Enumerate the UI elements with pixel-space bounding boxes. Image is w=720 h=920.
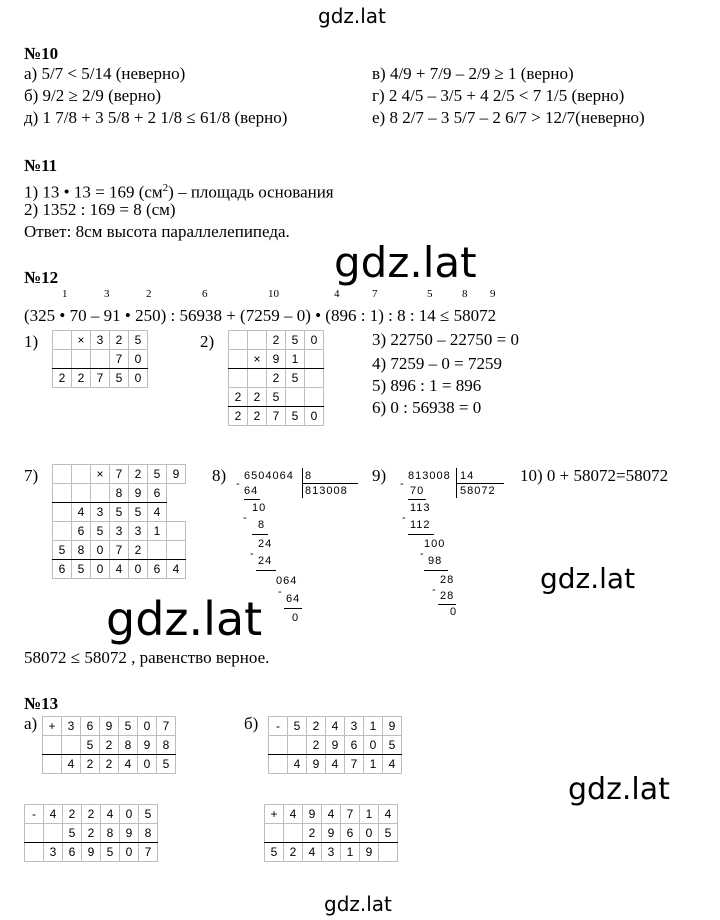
watermark: gdz.lat [106,592,263,646]
grid-cell [53,331,72,350]
step-10: 10) 0 + 58072=58072 [520,466,669,485]
grid-cell: 7 [157,717,176,736]
problem-12-title: №12 [24,268,59,287]
grid-cell: 5 [157,755,176,774]
grid-cell: 1 [148,522,167,541]
problem-12-conclusion: 58072 ≤ 58072 , равенство верное. [24,648,270,667]
grid-cell: 8 [157,736,176,755]
grid-cell: 3 [44,843,63,862]
problem-10-v: в) 4/9 + 7/9 – 2/9 ≥ 1 (верно) [372,64,574,83]
multiplication-grid-7 [52,464,186,579]
grid-cell: 7 [341,805,360,824]
grid-cell: 5 [81,736,100,755]
grid-cell: 6 [148,560,167,579]
problem-11-line2: 2) 1352 : 169 = 8 (см) [24,200,176,219]
grid-cell [265,824,284,843]
grid-cell: 1 [341,843,360,862]
grid-cell: 9 [360,843,379,862]
part-label: б) [244,714,259,733]
order-number: 1 [62,288,68,300]
grid-cell: 5 [91,522,110,541]
grid-cell: 2 [303,824,322,843]
grid-cell: 6 [148,484,167,503]
grid-cell [53,522,72,541]
grid-cell [53,503,72,522]
grid-cell [288,736,307,755]
grid-cell: 0 [138,755,157,774]
grid-cell: 5 [119,717,138,736]
grid-cell [72,350,91,369]
grid-cell: 5 [267,388,286,407]
grid-cell: 5 [286,331,305,350]
grid-row [53,350,148,369]
step-5: 5) 896 : 1 = 896 [372,376,482,395]
watermark: gdz.lat [318,4,386,28]
column-check-b [264,804,398,862]
grid-row [53,522,186,541]
grid-cell: 5 [110,503,129,522]
grid-cell: 4 [44,805,63,824]
grid-cell [379,843,398,862]
grid-row [265,805,398,824]
grid-cell: 6 [72,522,91,541]
grid-cell: 4 [303,843,322,862]
grid-cell: 7 [139,843,158,862]
grid-cell: 0 [120,805,139,824]
problem-11-title: №11 [24,156,58,175]
grid-row [229,331,324,350]
grid-cell: × [91,465,110,484]
grid-cell [167,522,186,541]
grid-row [269,736,402,755]
grid-cell [305,388,324,407]
grid-cell [43,755,62,774]
grid-cell: - [269,717,288,736]
grid-cell: 2 [129,541,148,560]
grid-cell: 2 [110,331,129,350]
problem-10-d: д) 1 7/8 + 3 5/8 + 2 1/8 ≤ 61/8 (верно) [24,108,288,127]
grid-cell: 5 [148,465,167,484]
grid-cell: 9 [307,755,326,774]
order-number: 7 [372,288,378,300]
grid-cell: 5 [265,843,284,862]
grid-cell: 7 [110,350,129,369]
grid-cell [44,824,63,843]
grid-cell: 4 [119,755,138,774]
grid-cell: 2 [100,736,119,755]
grid-cell: 5 [72,560,91,579]
grid-cell: 0 [91,541,110,560]
grid-cell [229,369,248,388]
grid-cell: 4 [72,503,91,522]
grid-cell [62,736,81,755]
grid-cell [286,388,305,407]
grid-cell: 2 [267,369,286,388]
grid-cell: 0 [120,843,139,862]
grid-cell: 9 [100,717,119,736]
grid-row [229,350,324,369]
problem-10-g: г) 2 4/5 – 3/5 + 4 2/5 < 7 1/5 (верно) [372,86,625,105]
grid-cell: 4 [383,755,402,774]
grid-cell: 2 [229,388,248,407]
order-number: 2 [146,288,152,300]
grid-cell: 7 [110,465,129,484]
grid-cell: 0 [129,350,148,369]
grid-cell: 9 [120,824,139,843]
grid-cell: 9 [167,465,186,484]
grid-row [53,465,186,484]
grid-cell: 3 [110,522,129,541]
grid-cell: 2 [82,805,101,824]
grid-cell: 0 [138,717,157,736]
step-label: 8) [212,466,227,485]
grid-row [269,755,402,774]
grid-row [53,560,186,579]
grid-cell: 2 [63,805,82,824]
grid-row [53,503,186,522]
watermark: gdz.lat [540,562,636,595]
grid-row [43,717,176,736]
grid-cell: 5 [129,503,148,522]
step-4: 4) 7259 – 0 = 7259 [372,354,502,373]
problem-11-line1: 1) 13 • 13 = 169 $(см^2)$ – площадь основания [24,182,334,202]
grid-cell: 5 [288,717,307,736]
grid-cell: 0 [364,736,383,755]
grid-cell: 0 [305,331,324,350]
grid-cell [269,755,288,774]
grid-cell [248,331,267,350]
grid-cell [72,484,91,503]
grid-cell: 9 [303,805,322,824]
problem-10-e: е) 8 2/7 – 3 5/7 – 2 6/7 > 12/7(неверно) [372,108,645,127]
step-label: 2) [200,332,215,351]
grid-cell [53,465,72,484]
grid-row [53,369,148,388]
grid-cell: 5 [383,736,402,755]
grid-cell: 3 [345,717,364,736]
grid-row [25,805,158,824]
problem-10-title: №10 [24,44,59,63]
grid-cell: 2 [81,755,100,774]
column-subtraction-b [268,716,402,774]
problem-12-expression: (325 • 70 – 91 • 250) : 56938 + (7259 – 0) • (896 : 1) : 8 : 14 ≤ 58072 [24,306,497,325]
grid-cell [305,350,324,369]
grid-cell [91,484,110,503]
grid-cell: 0 [129,560,148,579]
order-number: 9 [490,288,496,300]
grid-cell: 9 [82,843,101,862]
grid-row [229,407,324,426]
grid-cell [25,824,44,843]
grid-cell: 4 [101,805,120,824]
grid-cell: 4 [110,560,129,579]
grid-cell [284,824,303,843]
grid-cell: 8 [72,541,91,560]
grid-cell: 4 [62,755,81,774]
grid-cell: 7 [91,369,110,388]
grid-cell [43,736,62,755]
step-3: 3) 22750 – 22750 = 0 [372,330,519,349]
grid-cell: 2 [100,755,119,774]
grid-cell: 9 [322,824,341,843]
grid-cell: 4 [379,805,398,824]
grid-cell: + [265,805,284,824]
grid-cell: 6 [53,560,72,579]
grid-cell: + [43,717,62,736]
order-number: 4 [334,288,340,300]
grid-cell: 7 [110,541,129,560]
problem-10-a: а) 5/7 < 5/14 (неверно) [24,64,186,83]
part-label: а) [24,714,38,733]
grid-cell [53,350,72,369]
grid-row [265,824,398,843]
grid-cell: 5 [286,369,305,388]
grid-cell: 1 [286,350,305,369]
grid-cell: 2 [267,331,286,350]
grid-cell: 9 [383,717,402,736]
grid-cell: 2 [72,369,91,388]
grid-cell: 3 [91,503,110,522]
grid-cell: 8 [139,824,158,843]
grid-cell: 6 [345,736,364,755]
grid-cell: 2 [129,465,148,484]
grid-cell: 3 [129,522,148,541]
watermark: gdz.lat [324,892,392,916]
grid-cell: 1 [364,717,383,736]
grid-cell: 1 [364,755,383,774]
grid-cell: 6 [341,824,360,843]
grid-row [53,484,186,503]
step-label: 7) [24,466,39,485]
grid-cell: 5 [379,824,398,843]
grid-cell: 2 [248,407,267,426]
grid-cell: × [72,331,91,350]
grid-cell: 8 [110,484,129,503]
grid-cell: 0 [129,369,148,388]
grid-cell: 7 [267,407,286,426]
grid-cell: 3 [91,331,110,350]
grid-cell: 2 [307,717,326,736]
grid-cell [53,484,72,503]
order-number: 6 [202,288,208,300]
problem-13-title: №13 [24,694,59,713]
grid-cell: - [25,805,44,824]
multiplication-grid-1 [52,330,148,388]
grid-row [43,755,176,774]
grid-cell: 2 [248,388,267,407]
column-check-a [24,804,158,862]
order-number: 8 [462,288,468,300]
grid-row [265,843,398,862]
grid-cell [167,541,186,560]
grid-cell: 3 [62,717,81,736]
step-6: 6) 0 : 56938 = 0 [372,398,482,417]
grid-cell: 7 [345,755,364,774]
grid-cell [148,541,167,560]
multiplication-grid-2 [228,330,324,426]
step-label: 9) [372,466,387,485]
problem-11-answer: Ответ: 8см высота параллелепипеда. [24,222,290,241]
grid-row [229,369,324,388]
grid-row [229,388,324,407]
grid-row [25,843,158,862]
grid-cell: 8 [119,736,138,755]
column-addition-a [42,716,176,774]
grid-cell [229,331,248,350]
grid-cell: 9 [138,736,157,755]
problem-10-b: б) 9/2 ≥ 2/9 (верно) [24,86,161,105]
watermark: gdz.lat [568,772,670,807]
grid-cell: 2 [284,843,303,862]
grid-cell: 4 [284,805,303,824]
grid-cell [25,843,44,862]
grid-cell: 0 [360,824,379,843]
grid-cell: 9 [267,350,286,369]
grid-cell: 0 [305,407,324,426]
grid-cell: 5 [101,843,120,862]
grid-cell: 5 [286,407,305,426]
grid-cell: 5 [53,541,72,560]
grid-cell: 2 [82,824,101,843]
grid-cell: 4 [326,755,345,774]
order-number: 10 [268,288,279,300]
grid-cell [72,465,91,484]
grid-cell: 6 [63,843,82,862]
grid-cell [229,350,248,369]
grid-cell: 5 [63,824,82,843]
grid-row [53,331,148,350]
step-label: 1) [24,332,39,351]
grid-cell: 2 [53,369,72,388]
grid-cell: 6 [81,717,100,736]
grid-cell: 3 [322,843,341,862]
grid-cell: 4 [288,755,307,774]
order-number: 3 [104,288,110,300]
watermark: gdz.lat [334,238,477,287]
grid-cell: × [248,350,267,369]
grid-row [269,717,402,736]
grid-cell: 4 [326,717,345,736]
grid-cell: 2 [229,407,248,426]
grid-cell: 2 [307,736,326,755]
grid-cell [269,736,288,755]
grid-cell: 9 [326,736,345,755]
grid-row [43,736,176,755]
grid-cell: 9 [129,484,148,503]
grid-cell [91,350,110,369]
grid-cell: 4 [148,503,167,522]
grid-cell [248,369,267,388]
grid-cell: 4 [322,805,341,824]
grid-row [25,824,158,843]
grid-cell: 5 [139,805,158,824]
grid-cell: 5 [129,331,148,350]
grid-cell: 5 [110,369,129,388]
grid-cell: 4 [167,560,186,579]
grid-cell: 1 [360,805,379,824]
order-number: 5 [427,288,433,300]
grid-cell: 8 [101,824,120,843]
grid-row [53,541,186,560]
grid-cell: 0 [91,560,110,579]
grid-cell [305,369,324,388]
